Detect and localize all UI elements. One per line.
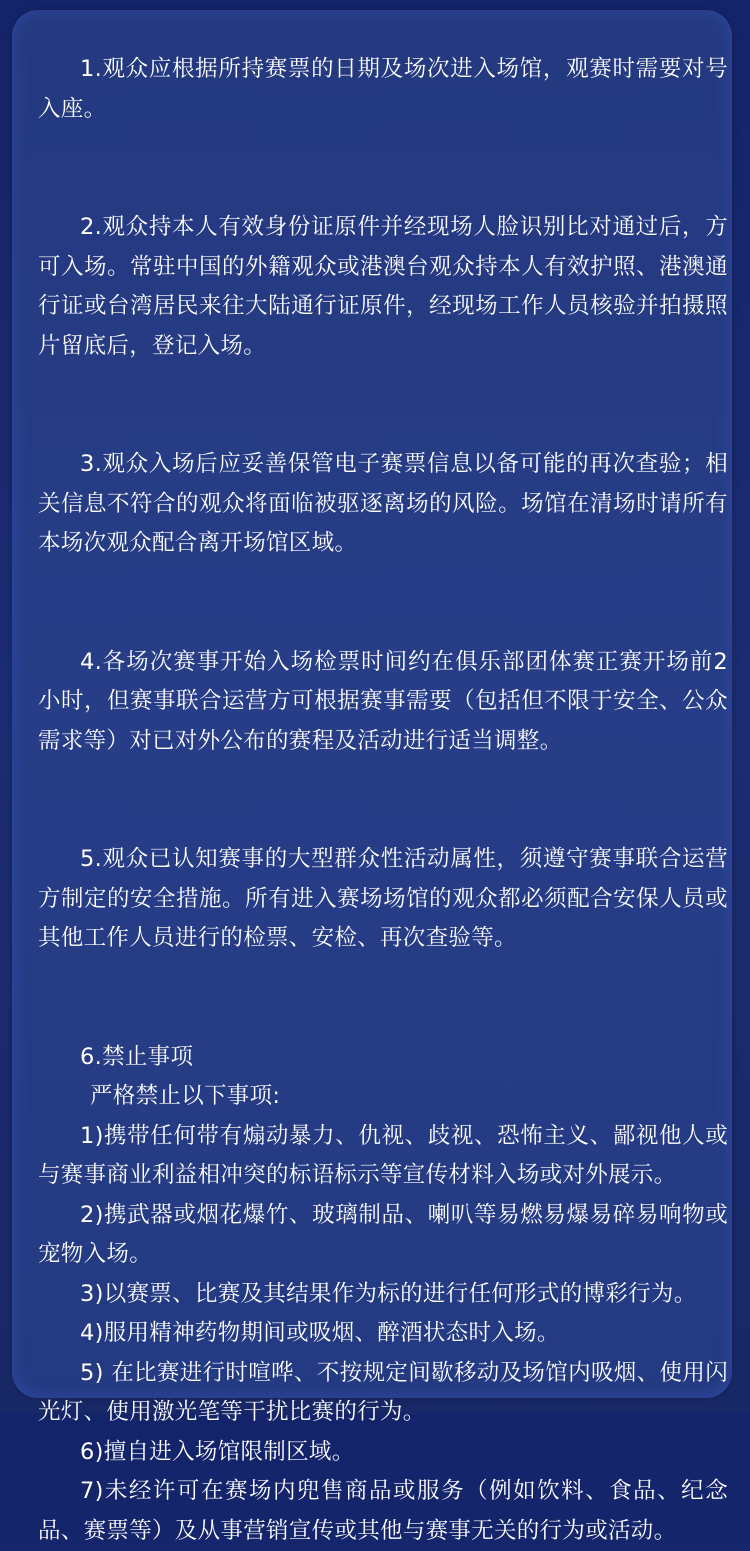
- rule-5: 5.观众已认知赛事的大型群众性活动属性，须遵守赛事联合运营方制定的安全措施。所有进入赛场场馆的观众都必须配合安保人员或其他工作人员进行的检票、安检、再次查验等。: [38, 840, 728, 959]
- prohibited-item-3: 3)以赛票、比赛及其结果作为标的进行任何形式的博彩行为。: [38, 1275, 728, 1315]
- prohibited-item-4: 4)服用精神药物期间或吸烟、醉酒状态时入场。: [38, 1314, 728, 1354]
- prohibited-title: 6.禁止事项: [38, 1038, 728, 1078]
- rules-content: [38, 50, 728, 1551]
- prohibited-section: [38, 1038, 728, 1551]
- rule-2: 2.观众持本人有效身份证原件并经现场人脸识别比对通过后，方可入场。常驻中国的外籍观众或港澳台观众持本人有效护照、港澳通行证或台湾居民来往大陆通行证原件，经现场工作人员核验并拍摄照片留底后，登记入场。: [38, 208, 728, 366]
- prohibited-item-6: 6)擅自进入场馆限制区域。: [38, 1433, 728, 1473]
- prohibited-subtitle: 严格禁止以下事项:: [38, 1077, 728, 1117]
- prohibited-item-5: 5) 在比赛进行时喧哗、不按规定间歇移动及场馆内吸烟、使用闪光灯、使用激光笔等干扰比赛的行为。: [38, 1354, 728, 1433]
- prohibited-item-2: 2)携武器或烟花爆竹、玻璃制品、喇叭等易燃易爆易碎易响物或宠物入场。: [38, 1196, 728, 1275]
- prohibited-item-1: 1)携带任何带有煽动暴力、仇视、歧视、恐怖主义、鄙视他人或与赛事商业利益相冲突的标语标示等宣传材料入场或对外展示。: [38, 1117, 728, 1196]
- rules-panel: [12, 10, 732, 1398]
- rule-4: 4.各场次赛事开始入场检票时间约在俱乐部团体赛正赛开场前2小时，但赛事联合运营方可根据赛事需要（包括但不限于安全、公众需求等）对已对外公布的赛程及活动进行适当调整。: [38, 643, 728, 762]
- rule-1: 1.观众应根据所持赛票的日期及场次进入场馆，观赛时需要对号入座。: [38, 50, 728, 129]
- rule-3: 3.观众入场后应妥善保管电子赛票信息以备可能的再次查验；相关信息不符合的观众将面临被驱逐离场的风险。场馆在清场时请所有本场次观众配合离开场馆区域。: [38, 445, 728, 564]
- prohibited-item-7: 7)未经许可在赛场内兜售商品或服务（例如饮料、食品、纪念品、赛票等）及从事营销宣传或其他与赛事无关的行为或活动。: [38, 1472, 728, 1551]
